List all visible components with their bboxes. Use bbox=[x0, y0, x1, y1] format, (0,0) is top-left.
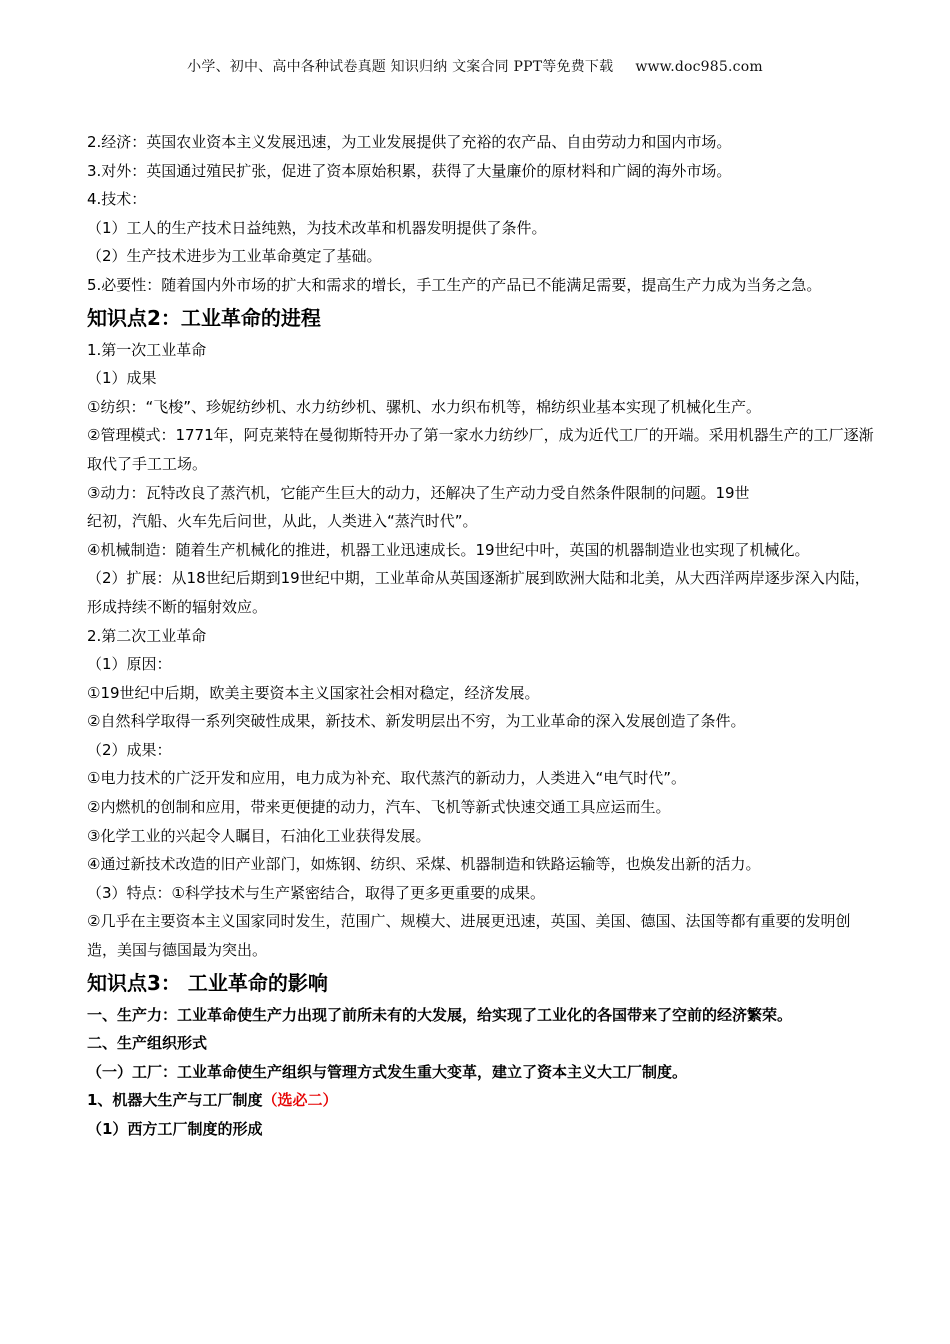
paragraph: （2）扩展：从18世纪后期到19世纪中期，工业革命从英国逐渐扩展到欧洲大陆和北美，从大西洋两岸逐步深入内陆，形成持续不断的辐射效应。 bbox=[87, 569, 870, 616]
header-url[interactable]: www.doc985.com bbox=[635, 59, 763, 75]
paragraph: 1.第一次工业革命 bbox=[87, 340, 207, 359]
paragraph: ①19世纪中后期，欧美主要资本主义国家社会相对稳定，经济发展。 bbox=[87, 683, 540, 702]
subheading-text: 1、机器大生产与工厂制度 bbox=[87, 1091, 263, 1110]
document-body bbox=[87, 128, 877, 1144]
paragraph: ③化学工业的兴起令人瞩目，石油化工业获得发展。 bbox=[87, 826, 431, 845]
course-tag-red: （选必二） bbox=[262, 1091, 338, 1110]
bold-paragraph: （一）工厂：工业革命使生产组织与管理方式发生重大变革，建立了资本主义大工厂制度。 bbox=[87, 1062, 688, 1081]
paragraph: ①电力技术的广泛开发和应用，电力成为补充、取代蒸汽的新动力，人类进入“电气时代”。 bbox=[87, 769, 686, 788]
paragraph: 4.技术： bbox=[87, 190, 147, 209]
section-heading-kp2: 知识点2：工业革命的进程 bbox=[87, 305, 321, 330]
paragraph: 5.必要性：随着国内外市场的扩大和需求的增长，手工生产的产品已不能满足需要，提高生产力成为当务之急。 bbox=[87, 275, 822, 294]
paragraph: ②自然科学取得一系列突破性成果，新技术、新发明层出不穷，为工业革命的深入发展创造了条件。 bbox=[87, 712, 746, 731]
paragraph: （1）原因： bbox=[87, 655, 172, 674]
paragraph: 2.第二次工业革命 bbox=[87, 626, 207, 645]
paragraph: （1）工人的生产技术日益纯熟，为技术改革和机器发明提供了条件。 bbox=[87, 218, 547, 237]
page-header bbox=[0, 56, 950, 76]
paragraph: ②管理模式：1771年，阿克莱特在曼彻斯特开办了第一家水力纺纱厂，成为近代工厂的开端。采用机器生产的工厂逐渐取代了手工工场。 bbox=[87, 426, 874, 473]
paragraph: ③动力：瓦特改良了蒸汽机，它能产生巨大的动力，还解决了生产动力受自然条件限制的问题。19世 bbox=[87, 483, 750, 502]
paragraph: （2）成果： bbox=[87, 740, 172, 759]
paragraph: 纪初，汽船、火车先后问世，从此，人类进入“蒸汽时代”。 bbox=[87, 512, 478, 531]
paragraph: ①纺织：“飞梭”、珍妮纺纱机、水力纺纱机、骡机、水力织布机等，棉纺织业基本实现了机械化生产。 bbox=[87, 397, 761, 416]
paragraph: （2）生产技术进步为工业革命奠定了基础。 bbox=[87, 247, 382, 266]
paragraph: ④机械制造：随着生产机械化的推进，机器工业迅速成长。19世纪中叶，英国的机器制造业也实现了机械化。 bbox=[87, 540, 810, 559]
section-heading-kp3: 知识点3： 工业革命的影响 bbox=[87, 970, 328, 995]
paragraph: （3）特点：①科学技术与生产紧密结合，取得了更多更重要的成果。 bbox=[87, 883, 545, 902]
bold-paragraph: 二、生产组织形式 bbox=[87, 1034, 208, 1053]
paragraph: ④通过新技术改造的旧产业部门，如炼钢、纺织、采煤、机器制造和铁路运输等，也焕发出新的活力。 bbox=[87, 855, 761, 874]
paragraph: 2.经济：英国农业资本主义发展迅速，为工业发展提供了充裕的农产品、自由劳动力和国内市场。 bbox=[87, 133, 732, 151]
paragraph: ②内燃机的创制和应用，带来更便捷的动力，汽车、飞机等新式快速交通工具应运而生。 bbox=[87, 798, 671, 817]
paragraph: 3.对外：英国通过殖民扩张，促进了资本原始积累，获得了大量廉价的原材料和广阔的海外市场。 bbox=[87, 161, 732, 180]
paragraph: ②几乎在主要资本主义国家同时发生，范围广、规模大、进展更迅速，英国、美国、德国、法国等都有重要的发明创造，美国与德国最为突出。 bbox=[87, 912, 851, 960]
header-text: 小学、初中、高中各种试卷真题 知识归纳 文案合同 PPT等免费下载 bbox=[187, 59, 614, 75]
paragraph: （1）成果 bbox=[87, 369, 157, 388]
bold-paragraph: 一、生产力：工业革命使生产力出现了前所未有的大发展，给实现了工业化的各国带来了空前的经济繁荣。 bbox=[87, 1005, 793, 1024]
bold-paragraph-with-tag bbox=[87, 1086, 877, 1115]
bold-paragraph: （1）西方工厂制度的形成 bbox=[87, 1120, 263, 1138]
